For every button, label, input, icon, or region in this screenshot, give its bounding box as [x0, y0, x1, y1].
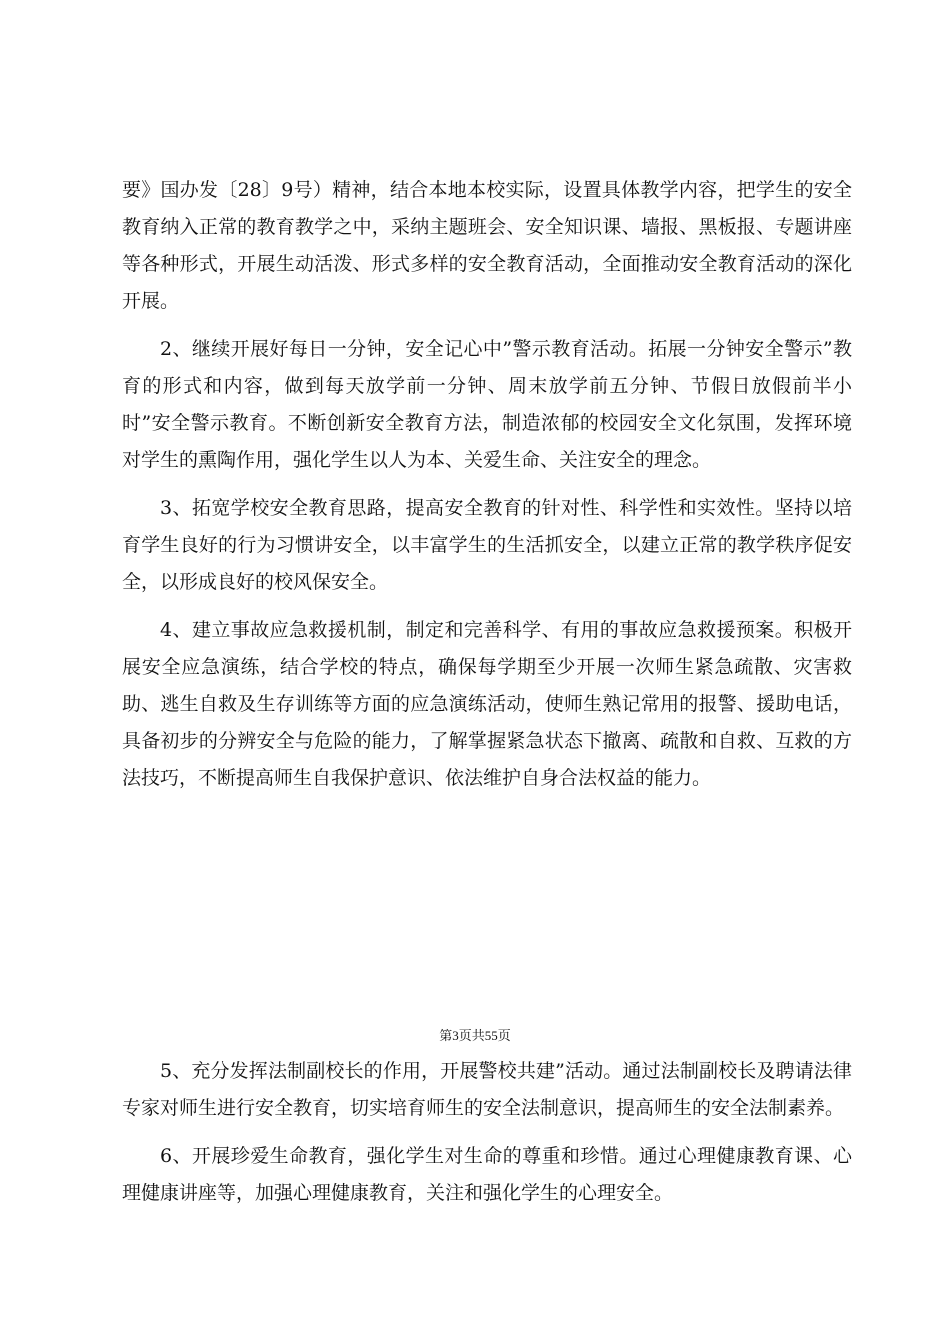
page-footer: 第3页共55页	[439, 1028, 511, 1043]
paragraph-item-5: 5、充分发挥法制副校长的作用，开展警校共建”活动。通过法制副校长及聘请法律专家对师生进行安全教育，切实培育师生的安全法制意识，提高师生的安全法制素养。	[122, 1060, 852, 1119]
page-body-lower	[122, 1053, 852, 1223]
page-body-upper	[122, 172, 852, 808]
paragraph-item-4: 4、建立事故应急救援机制，制定和完善科学、有用的事故应急救援预案。积极开展安全应急演练，结合学校的特点，确保每学期至少开展一次师生紧急疏散、灾害救助、逃生自救及生存训练等方面的应急演练活动，使师生熟记常用的报警、援助电话，具备初步的分辨安全与危险的能力，了解掌握紧急状态下撤离、疏散和自救、互救的方法技巧，不断提高师生自我保护意识、依法维护自身合法权益的能力。	[122, 619, 852, 789]
paragraph-item-6: 6、开展珍爱生命教育，强化学生对生命的尊重和珍惜。通过心理健康教育课、心理健康讲座等，加强心理健康教育，关注和强化学生的心理安全。	[122, 1145, 852, 1204]
paragraph-item-3: 3、拓宽学校安全教育思路，提高安全教育的针对性、科学性和实效性。坚持以培育学生良好的行为习惯讲安全，以丰富学生的生活抓安全，以建立正常的教学秩序促安全，以形成良好的校风保安全。	[122, 497, 852, 593]
paragraph-item-2: 2、继续开展好每日一分钟，安全记心中”警示教育活动。拓展一分钟安全警示”教育的形式和内容，做到每天放学前一分钟、周末放学前五分钟、节假日放假前半小时”安全警示教育。不断创新安全教育方法，制造浓郁的校园安全文化氛围，发挥环境对学生的熏陶作用，强化学生以人为本、关爱生命、关注安全的理念。	[122, 338, 852, 471]
paragraph-continuation: 要》国办发〔28〕9号）精神，结合本地本校实际，设置具体教学内容，把学生的安全教育纳入正常的教育教学之中，采纳主题班会、安全知识课、墙报、黑板报、专题讲座等各种形式，开展生动活泼、形式多样的安全教育活动，全面推动安全教育活动的深化开展。	[122, 179, 852, 312]
